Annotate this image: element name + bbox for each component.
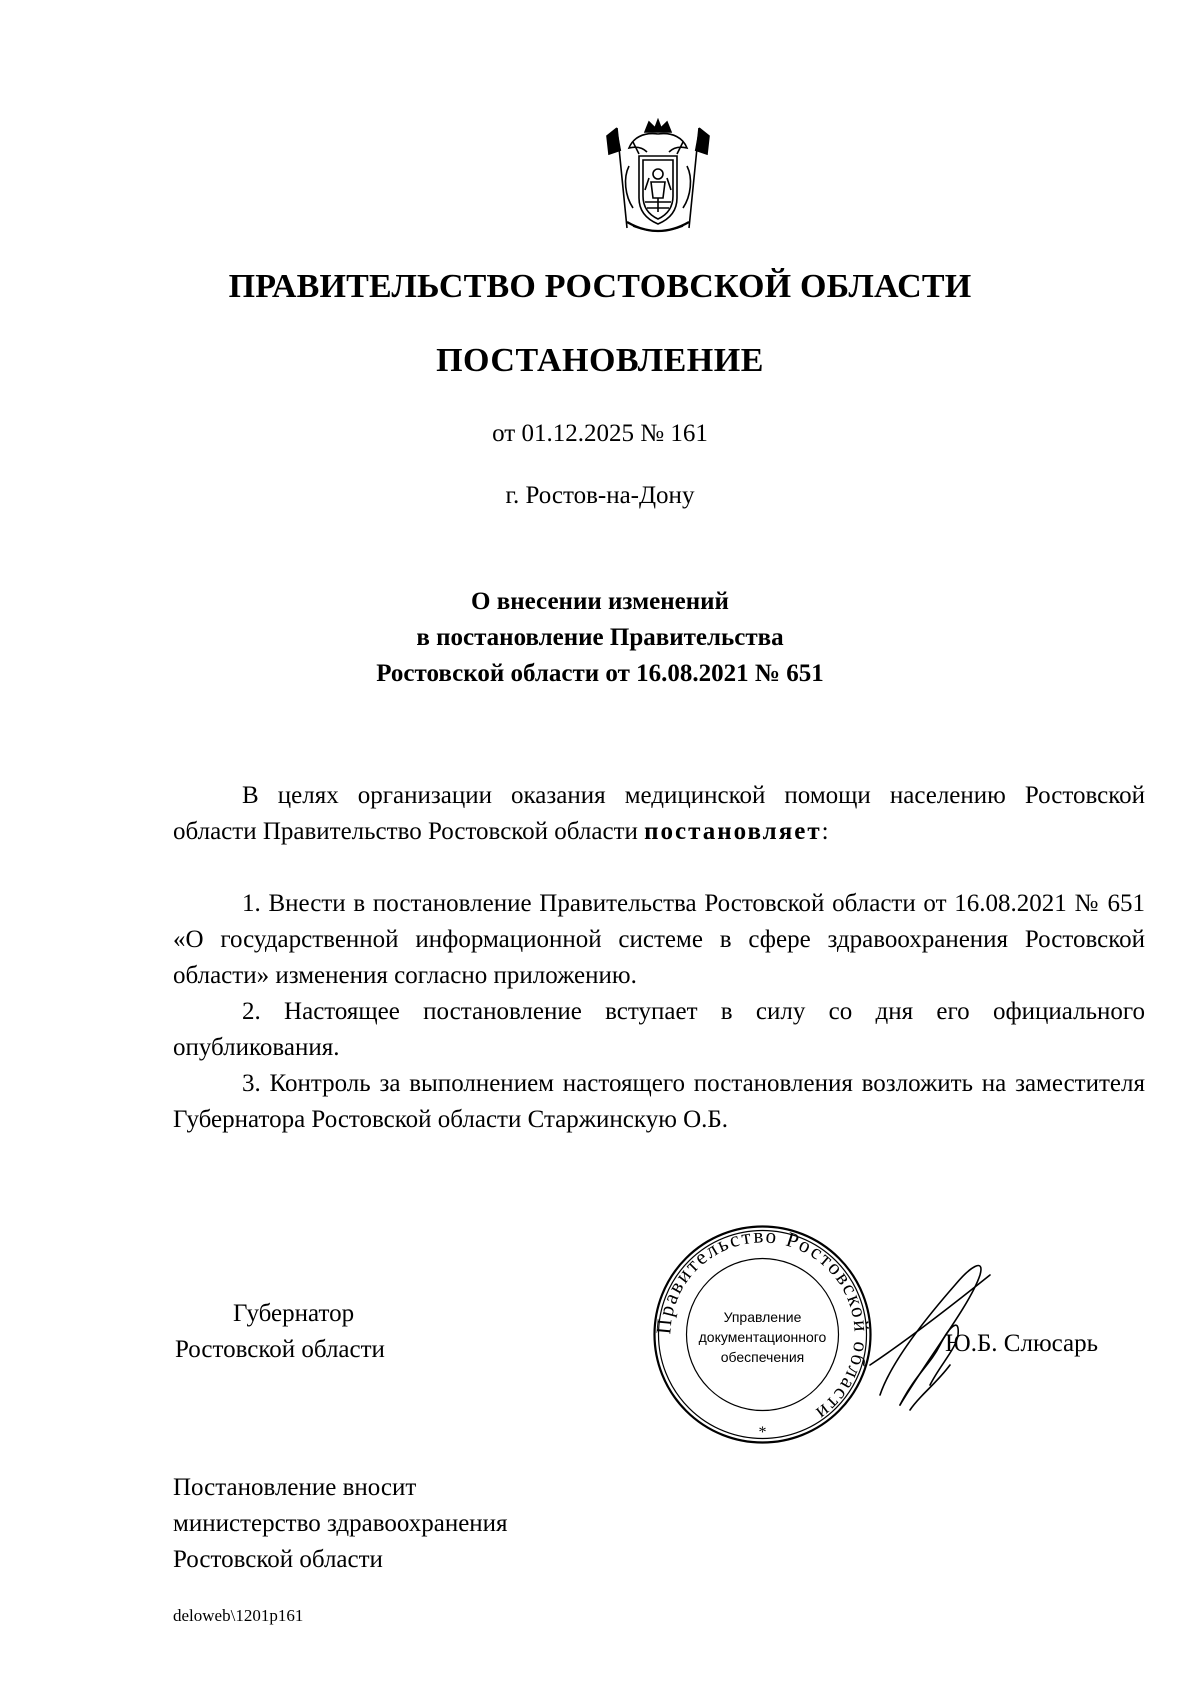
seal-center-line-2: документационного: [698, 1329, 827, 1345]
resolution-items: [173, 886, 1145, 1138]
submitted-by-line-2: министерство здравоохранения: [173, 1510, 508, 1537]
preamble-keyword: постановляет: [644, 818, 822, 845]
organization-name: ПРАВИТЕЛЬСТВО РОСТОВСКОЙ ОБЛАСТИ: [228, 268, 972, 305]
official-seal-icon: [650, 1222, 875, 1447]
submitted-by-note: [173, 1470, 508, 1578]
document-subject: [0, 584, 1200, 692]
resolution-item-1: 1. Внести в постановление Правительства Ростовской области от 16.08.2021 № 651 «О государственной информационной системе в сфере здравоохранения Ростовской области» изменения согласно приложению.: [173, 890, 1145, 989]
signatory-title-line-2: Ростовской области: [175, 1336, 385, 1363]
subject-line-3: Ростовской области от 16.08.2021 № 651: [376, 660, 824, 687]
seal-center-line-3: обеспечения: [720, 1349, 805, 1365]
resolution-item-3: 3. Контроль за выполнением настоящего постановления возложить на заместителя Губернатора Ростовской области Старжинскую О.Б.: [173, 1070, 1145, 1133]
signatory-name: Ю.Б. Слюсарь: [945, 1330, 1099, 1357]
submitted-by-line-1: Постановление вносит: [173, 1474, 417, 1501]
document-date-number: от 01.12.2025 № 161: [492, 420, 708, 447]
document-type-title: ПОСТАНОВЛЕНИЕ: [436, 342, 764, 379]
subject-line-1: О внесении изменений: [471, 588, 729, 615]
submitted-by-line-3: Ростовской области: [173, 1546, 383, 1573]
svg-text:*: *: [758, 1424, 767, 1441]
document-registry-code: deloweb\1201p161: [173, 1606, 304, 1625]
signatory-title-line-1: Губернатор: [233, 1300, 355, 1327]
preamble-colon: :: [821, 818, 829, 845]
seal-center-line-1: Управление: [723, 1309, 802, 1325]
document-city: г. Ростов-на-Дону: [505, 482, 695, 509]
resolution-item-2: 2. Настоящее постановление вступает в силу со дня его официального опубликования.: [173, 998, 1145, 1061]
seal-ring-text: Правительство Ростовской области: [651, 1223, 874, 1427]
subject-line-2: в постановление Правительства: [416, 624, 784, 651]
coat-of-arms-icon: [603, 118, 713, 240]
signatory-title: [175, 1296, 385, 1368]
preamble-text: В целях организации оказания медицинской помощи населению Ростовской области Правительство Ростовской области: [173, 782, 1145, 845]
preamble-paragraph: [173, 778, 1145, 850]
